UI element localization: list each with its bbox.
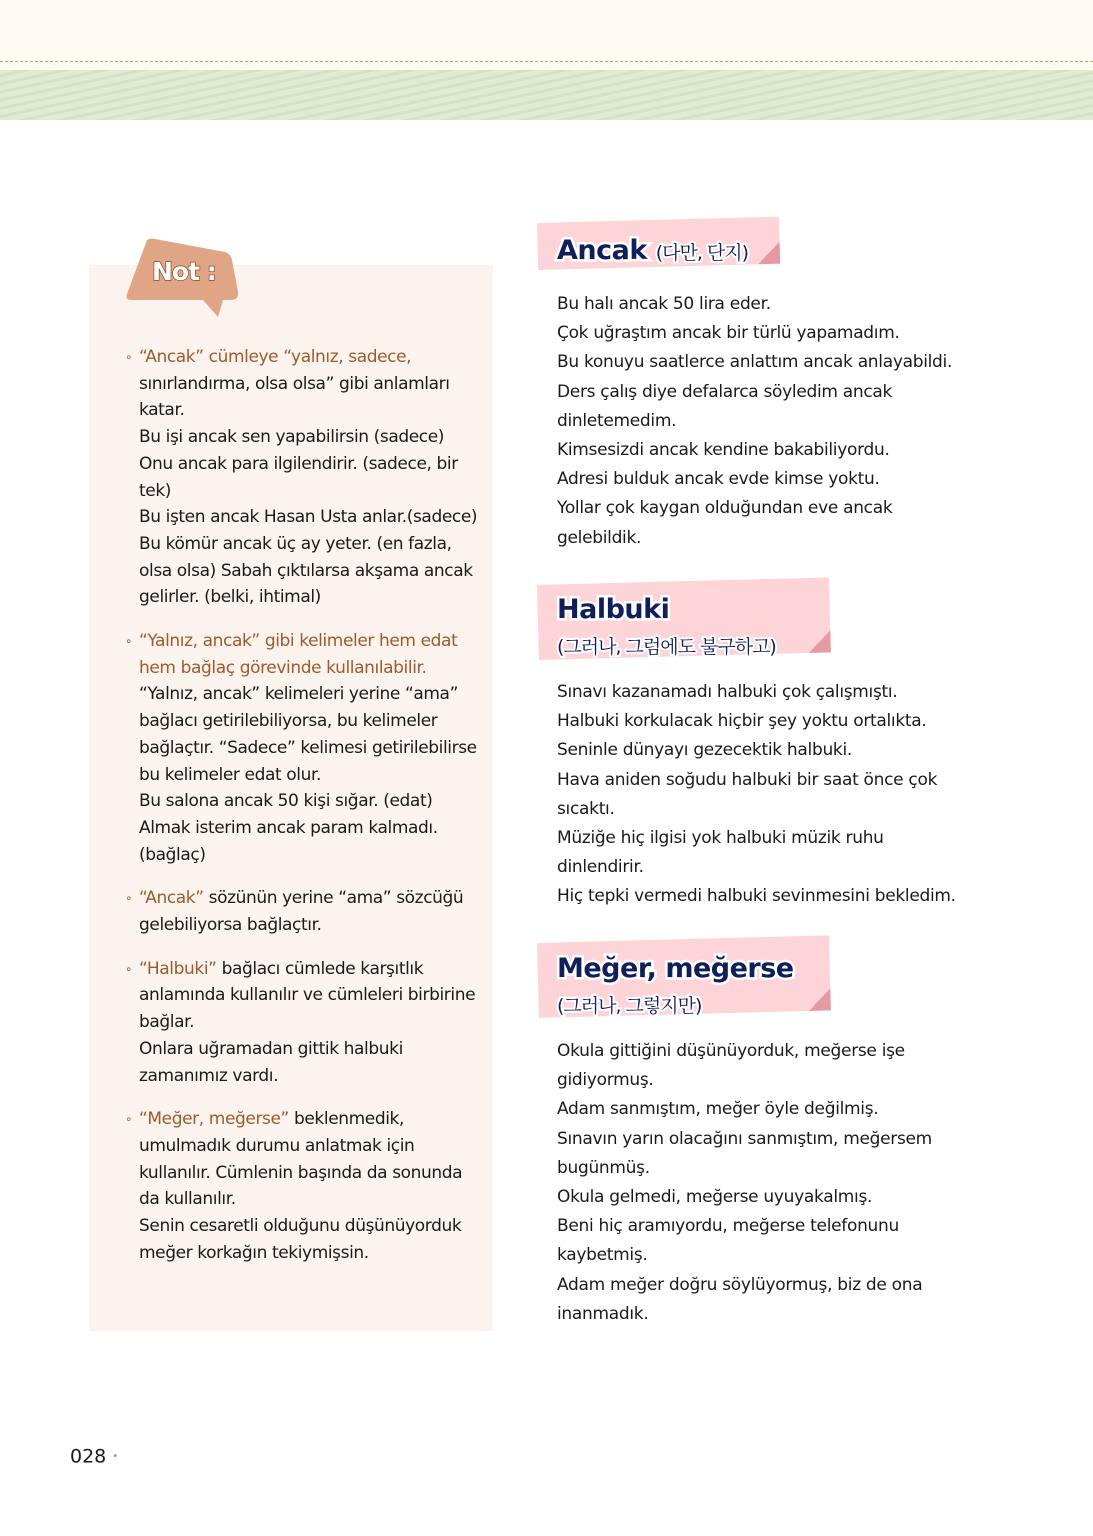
note-item — [125, 1106, 485, 1266]
example-sentence: inanmadık. — [557, 1303, 649, 1324]
note-text: beklenmedik, — [288, 1109, 405, 1130]
section-title-meger: Meğer, meğerse — [557, 953, 794, 984]
example-sentence: sıcaktı. — [557, 798, 615, 819]
bullet-icon: ∘ — [125, 350, 133, 364]
example-sentence: Yollar çok kaygan olduğundan eve ancak — [557, 498, 893, 519]
header-band — [0, 0, 1093, 62]
example-sentence: Okula gittiğini düşünüyorduk, meğerse işe — [557, 1041, 905, 1061]
example-sentence: Adresi bulduk ancak evde kimse yoktu. — [557, 469, 880, 490]
note-highlight: “Ancak” — [139, 888, 204, 909]
example-sentence: Sınavı kazanamadı halbuki çok çalışmıştı. — [557, 682, 898, 702]
note-line: tek) — [139, 480, 172, 501]
note-line: da kullanılır. — [139, 1189, 236, 1210]
note-line: bağlar. — [139, 1012, 195, 1033]
example-sentence: dinlendirir. — [557, 857, 644, 878]
note-text: sözünün yerine “ama” sözcüğü — [203, 888, 464, 909]
example-sentence: Halbuki korkulacak hiçbir şey yoktu ortalıkta. — [557, 711, 927, 732]
note-line — [139, 956, 485, 983]
note-line — [139, 344, 485, 371]
note-line: meğer korkağın tekiymişsin. — [139, 1242, 369, 1263]
example-sentence: Seninle dünyayı gezecektik halbuki. — [557, 740, 852, 761]
example-sentence: Hava aniden soğudu halbuki bir saat önce çok — [557, 769, 938, 790]
note-line: “Yalnız, ancak” kelimeleri yerine “ama” — [139, 684, 458, 705]
note-line: sınırlandırma, olsa olsa” gibi anlamları — [139, 373, 450, 394]
example-sentence: bugünmüş. — [557, 1157, 650, 1178]
example-sentence: dinletemedim. — [557, 410, 677, 431]
example-sentence: Adam meğer doğru söylüyormuş, biz de ona — [557, 1274, 923, 1295]
example-sentence: kaybetmiş. — [557, 1245, 648, 1266]
note-line: gelirler. (belki, ihtimal) — [139, 587, 321, 608]
note-text: bağlacı cümlede karşıtlık — [216, 958, 424, 979]
note-highlight: “Halbuki” — [139, 958, 217, 979]
note-item — [125, 344, 485, 611]
note-line: kullanılır. Cümlenin başında da sonunda — [139, 1162, 463, 1183]
note-line: bu kelimeler edat olur. — [139, 764, 321, 785]
note-line: zamanımız vardı. — [139, 1065, 279, 1086]
note-label: Not : — [152, 257, 216, 286]
note-line: Onu ancak para ilgilendirir. (sadece, bir — [139, 453, 458, 474]
note-line: umulmadık durumu anlatmak için — [139, 1135, 415, 1156]
examples-ancak — [557, 290, 952, 553]
example-sentence: Müziğe hiç ilgisi yok halbuki müzik ruhu — [557, 828, 884, 849]
note-highlight: “Ancak” cümleye “yalnız, sadece, — [139, 347, 412, 367]
page-number: 028 • — [70, 1445, 119, 1468]
note-highlight: “Yalnız, ancak” gibi kelimeler hem edat — [139, 631, 458, 652]
note-line: Onlara uğramadan gittik halbuki — [139, 1038, 403, 1059]
example-sentence: Okula gelmedi, meğerse uyuyakalmış. — [557, 1187, 873, 1208]
note-line: Bu kömür ancak üç ay yeter. (en fazla, — [139, 533, 452, 554]
example-sentence: Bu halı ancak 50 lira eder. — [557, 294, 771, 314]
note-highlight: hem bağlaç görevinde kullanılabilir. — [139, 657, 427, 678]
example-sentence: Ders çalış diye defalarca söyledim ancak — [557, 381, 893, 402]
note-line: Senin cesaretli olduğunu düşünüyorduk — [139, 1216, 462, 1237]
note-line: bağlacı getirilebiliyorsa, bu kelimeler — [139, 711, 438, 732]
bullet-icon: ∘ — [125, 634, 133, 649]
note-line: Bu işten ancak Hasan Usta anlar.(sadece) — [139, 507, 478, 528]
note-item — [125, 628, 485, 868]
note-line — [139, 885, 485, 912]
bullet-icon: ∘ — [125, 891, 133, 906]
bullet-icon: ∘ — [125, 961, 133, 976]
note-line: (bağlaç) — [139, 844, 206, 865]
note-line: olsa olsa) Sabah çıktılarsa akşama ancak — [139, 560, 473, 581]
examples-meger — [557, 1037, 932, 1329]
example-sentence: gelebildik. — [557, 527, 642, 548]
example-sentence: Çok uğraştım ancak bir türlü yapamadım. — [557, 323, 900, 344]
section-korean-meger: (그러나, 그렇지만) — [557, 995, 702, 1017]
note-line: anlamında kullanılır ve cümleleri birbirine — [139, 985, 476, 1006]
section-title-halbuki: Halbuki — [557, 594, 670, 625]
example-sentence: gidiyormuş. — [557, 1070, 654, 1091]
note-item — [125, 956, 485, 1090]
example-sentence: Kimsesizdi ancak kendine bakabiliyordu. — [557, 440, 890, 461]
note-line: Almak isterim ancak param kalmadı. — [139, 817, 438, 838]
note-line: Bu işi ancak sen yapabilirsin (sadece) — [139, 427, 445, 448]
note-line — [139, 628, 485, 655]
examples-halbuki — [557, 678, 956, 912]
section-korean-halbuki: (그러나, 그럼에도 불구하고) — [557, 636, 776, 658]
note-line: Bu salona ancak 50 kişi sığar. (edat) — [139, 791, 433, 812]
note-highlight: “Meğer, meğerse” — [139, 1109, 289, 1130]
example-sentence: Adam sanmıştım, meğer öyle değilmiş. — [557, 1099, 879, 1120]
note-line — [139, 1106, 485, 1133]
note-line: bağlaçtır. “Sadece” kelimesi getirilebilirse — [139, 737, 477, 758]
example-sentence: Sınavın yarın olacağını sanmıştım, meğersem — [557, 1128, 932, 1149]
example-sentence: Hiç tepki vermedi halbuki sevinmesini bekledim. — [557, 886, 956, 907]
note-list — [125, 344, 485, 1284]
bullet-icon: ∘ — [125, 1112, 133, 1127]
example-sentence: Beni hiç aramıyordu, meğerse telefonunu — [557, 1216, 899, 1237]
section-title-ancak: Ancak (다만, 단지) — [557, 235, 749, 266]
example-sentence: Bu konuyu saatlerce anlattım ancak anlayabildi. — [557, 352, 953, 373]
note-item — [125, 885, 485, 938]
note-line: katar. — [139, 400, 185, 421]
header-stripe — [0, 70, 1093, 120]
note-line — [139, 655, 485, 682]
note-line: gelebiliyorsa bağlaçtır. — [139, 915, 322, 936]
